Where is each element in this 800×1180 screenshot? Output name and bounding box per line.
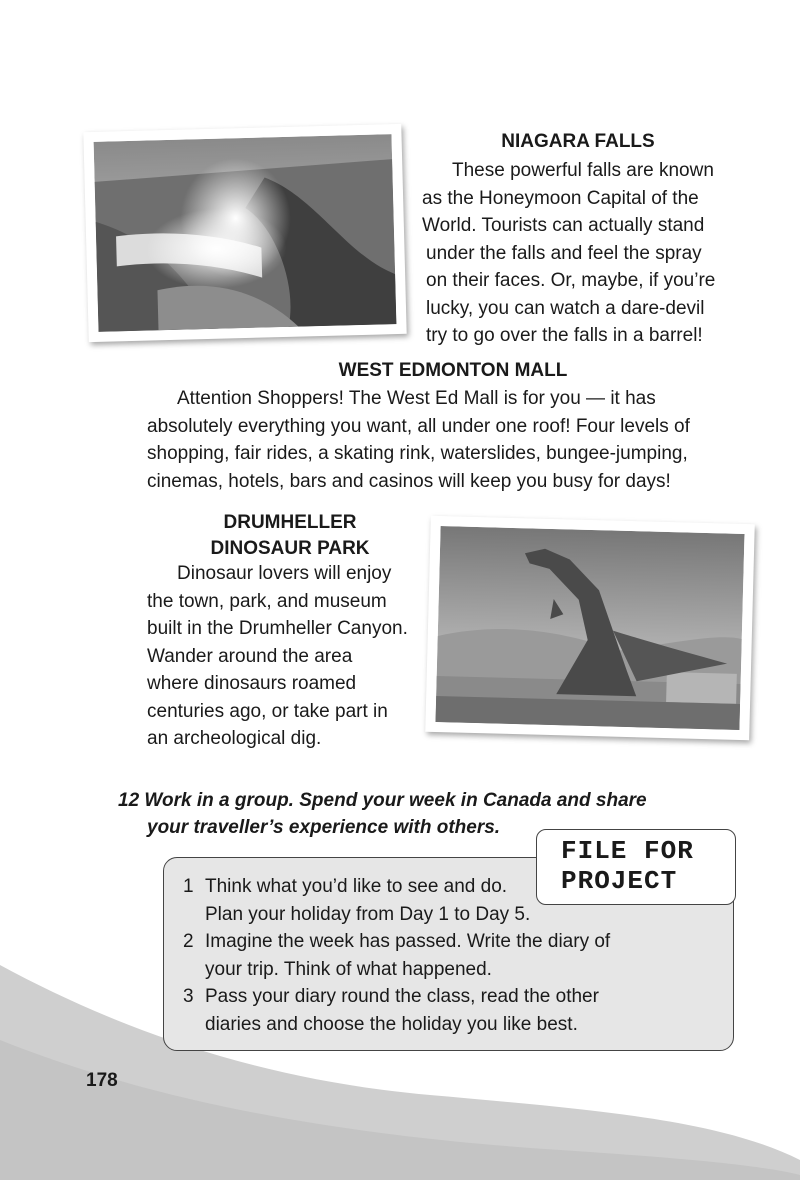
- drumheller-line: Dinosaur lovers will enjoy: [177, 563, 392, 584]
- task-text: Work in a group. Spend your week in Canada and share: [144, 790, 647, 811]
- list-line: Think what you’d like to see and do.: [205, 876, 508, 897]
- niagara-line: lucky, you can watch a dare-devil: [426, 297, 705, 319]
- niagara-line: try to go over the falls in a barrel!: [426, 325, 703, 346]
- task-line: [118, 787, 758, 814]
- niagara-line: World. Tourists can actually stand: [422, 215, 705, 236]
- task-number: 12: [118, 790, 140, 811]
- niagara-line: These powerful falls are known: [452, 160, 714, 181]
- niagara-heading: NIAGARA FALLS: [501, 131, 655, 152]
- drumheller-line: the town, park, and museum: [147, 590, 387, 612]
- list-line: Pass your diary round the class, read the other: [205, 986, 599, 1007]
- drumheller-heading-line: DRUMHELLER: [223, 512, 357, 533]
- list-line: diaries and choose the holiday you like best.: [205, 1013, 578, 1035]
- list-text: [205, 873, 530, 928]
- drumheller-line: built in the Drumheller Canyon.: [147, 618, 408, 639]
- list-number: 1: [183, 876, 194, 897]
- mall-paragraph: [147, 385, 767, 495]
- drumheller-line: centuries ago, or take part in: [147, 700, 388, 722]
- niagara-line: on their faces. Or, maybe, if you’re: [426, 270, 716, 291]
- list-number: 2: [183, 931, 194, 952]
- list-text: [205, 928, 610, 983]
- list-line: Imagine the week has passed. Write the diary of: [205, 931, 611, 952]
- mall-line: cinemas, hotels, bars and casinos will keep you busy for days!: [147, 470, 671, 492]
- niagara-line: under the falls and feel the spray: [426, 242, 702, 264]
- mall-heading: WEST EDMONTON MALL: [338, 360, 568, 381]
- mall-line: absolutely everything you want, all under one roof! Four levels of: [147, 415, 690, 437]
- file-list-item: [183, 873, 723, 929]
- file-list-item: [183, 983, 723, 1039]
- mall-line: Attention Shoppers! The West Ed Mall is for you — it has: [177, 388, 656, 409]
- list-text: [205, 983, 599, 1038]
- niagara-falls-photo: [83, 124, 406, 342]
- drumheller-paragraph: [147, 560, 447, 753]
- niagara-paragraph: [420, 157, 760, 350]
- file-list-item: [183, 928, 723, 984]
- niagara-line: as the Honeymoon Capital of the: [422, 187, 699, 209]
- list-number: 3: [183, 986, 194, 1007]
- drumheller-line: Wander around the area: [147, 645, 353, 667]
- page-number: 178: [86, 1070, 118, 1091]
- list-line: your trip. Think of what happened.: [205, 958, 492, 980]
- drumheller-heading-line: DINOSAUR PARK: [210, 538, 370, 559]
- drumheller-heading: [190, 510, 390, 562]
- list-line: Plan your holiday from Day 1 to Day 5.: [205, 903, 531, 925]
- drumheller-line: an archeological dig.: [147, 728, 322, 749]
- task-line: your traveller’s experience with others.: [147, 817, 501, 838]
- drumheller-line: where dinosaurs roamed: [147, 673, 357, 694]
- file-tab-line: FILE FOR: [561, 836, 694, 866]
- dinosaur-park-photo: [425, 516, 755, 740]
- file-tab-line: PROJECT: [561, 866, 678, 896]
- mall-line: shopping, fair rides, a skating rink, waterslides, bungee-jumping,: [147, 443, 688, 464]
